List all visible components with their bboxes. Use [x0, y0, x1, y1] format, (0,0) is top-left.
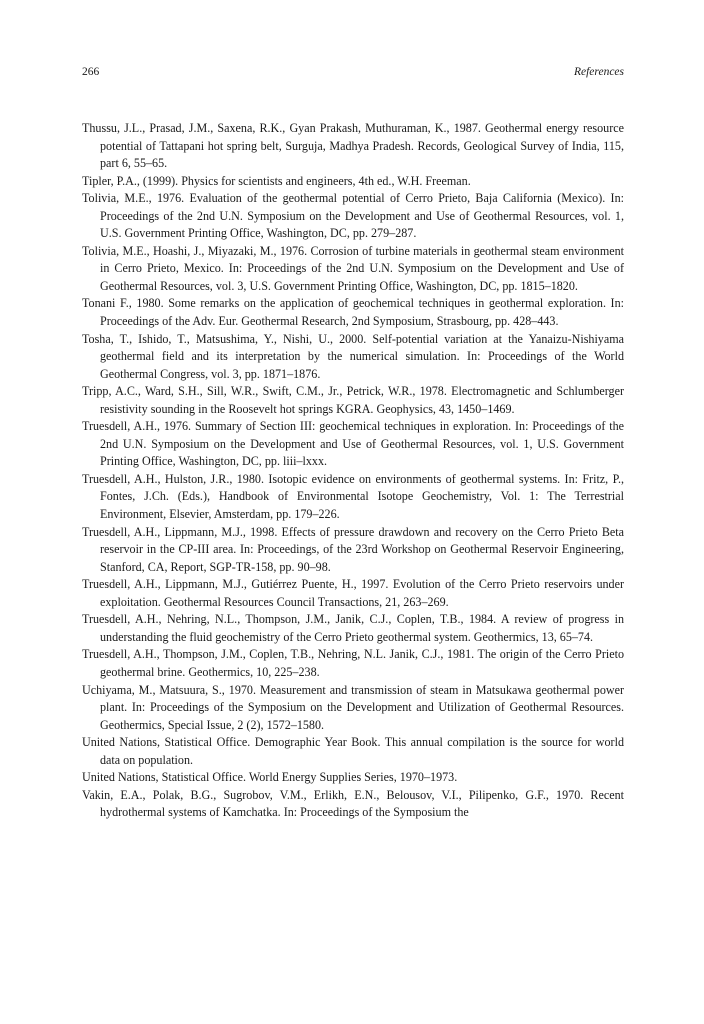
- reference-entry: Tosha, T., Ishido, T., Matsushima, Y., Nishi, U., 2000. Self-potential variation at the Yanaizu-Nishiyama geothermal field and its interpretation by the numerical simulation. In: Proceedings of the World Geothermal Congress, vol. 3, pp. 1871–1876.: [82, 331, 624, 381]
- reference-entry: Thussu, J.L., Prasad, J.M., Saxena, R.K., Gyan Prakash, Muthuraman, K., 1987. Geothermal energy resource potential of Tattapani hot spring belt, Surguja, Madhya Pradesh. Records, Geological Survey of India, 115, part 6, 55–65.: [82, 121, 624, 171]
- reference-entry: Truesdell, A.H., 1976. Summary of Section III: geochemical techniques in exploration. In: Proceedings of the 2nd U.N. Symposium on the Development and Use of Geothermal Resources, vol. 1, U.S. Government Printing Office, Washington, DC, pp. liii–lxxx.: [82, 419, 624, 469]
- reference-entry: Tipler, P.A., (1999). Physics for scientists and engineers, 4th ed., W.H. Freeman.: [82, 173, 471, 188]
- reference-entry: Truesdell, A.H., Nehring, N.L., Thompson, J.M., Janik, C.J., Coplen, T.B., 1984. A review of progress in understanding the fluid geochemistry of the Cerro Prieto geothermal system. Geothermics, 13, 65–74.: [82, 612, 624, 644]
- reference-entry: Tonani F., 1980. Some remarks on the application of geochemical techniques in geothermal exploration. In: Proceedings of the Adv. Eur. Geothermal Research, 2nd Symposium, Strasbourg, pp. 428–443.: [82, 296, 624, 329]
- page-number: 266: [82, 66, 100, 78]
- reference-entry: United Nations, Statistical Office. Demographic Year Book. This annual compilation is the source for world data on population.: [82, 735, 624, 767]
- reference-entry: Tolivia, M.E., 1976. Evaluation of the geothermal potential of Cerro Prieto, Baja California (Mexico). In: Proceedings of the 2nd U.N. Symposium on the Development and Use of Geothermal Resources, vol. 1, U.S. Government Printing Office, Washington, DC, pp. 279–287.: [82, 191, 624, 241]
- page-header: [82, 66, 624, 82]
- reference-entry: Truesdell, A.H., Lippmann, M.J., Gutiérrez Puente, H., 1997. Evolution of the Cerro Prieto reservoirs under exploitation. Geothermal Resources Council Transactions, 21, 263–269.: [82, 577, 624, 609]
- reference-entry: Uchiyama, M., Matsuura, S., 1970. Measurement and transmission of steam in Matsukawa geothermal power plant. In: Proceedings of the Symposium on the Development and Utilization of Geothermal Resources. Geothermics, Special Issue, 2 (2), 1572–1580.: [82, 682, 624, 732]
- reference-list: [82, 120, 624, 822]
- reference-entry: Truesdell, A.H., Thompson, J.M., Coplen, T.B., Nehring, N.L. Janik, C.J., 1981. The origin of the Cerro Prieto geothermal brine. Geothermics, 10, 225–238.: [82, 647, 624, 679]
- reference-entry: Truesdell, A.H., Hulston, J.R., 1980. Isotopic evidence on environments of geothermal systems. In: Fritz, P., Fontes, J.Ch. (Eds.), Handbook of Environmental Isotope Geochemistry, Vol. 1: The Terrestrial Environment, Elsevier, Amsterdam, pp. 179–226.: [82, 471, 624, 522]
- reference-entry: United Nations, Statistical Office. World Energy Supplies Series, 1970–1973.: [82, 770, 458, 785]
- running-head: References: [573, 66, 624, 78]
- reference-entry: Tripp, A.C., Ward, S.H., Sill, W.R., Swift, C.M., Jr., Petrick, W.R., 1978. Electromagnetic and Schlumberger resistivity sounding in the Roosevelt hot springs KGRA. Geophysics, 43, 1450–1469.: [82, 384, 624, 416]
- reference-entry: Vakin, E.A., Polak, B.G., Sugrobov, V.M., Erlikh, E.N., Belousov, V.I., Pilipenko, G.F., 1970. Recent hydrothermal systems of Kamchatka. In: Proceedings of the Symposium the: [82, 787, 624, 820]
- reference-entry: Tolivia, M.E., Hoashi, J., Miyazaki, M., 1976. Corrosion of turbine materials in geothermal steam environment in Cerro Prieto, Mexico. In: Proceedings of the 2nd U.N. Symposium on the Development and Use of Geothermal Resources, vol. 3, U.S. Government Printing Office, Washington, DC, pp. 1815–1820.: [82, 243, 624, 293]
- reference-entry: Truesdell, A.H., Lippmann, M.J., 1998. Effects of pressure drawdown and recovery on the Cerro Prieto Beta reservoir in the CP-III area. In: Proceedings, of the 23rd Workshop on Geothermal Reservoir Engineering, Stanford, CA, Report, SGP-TR-158, pp. 90–98.: [82, 524, 624, 574]
